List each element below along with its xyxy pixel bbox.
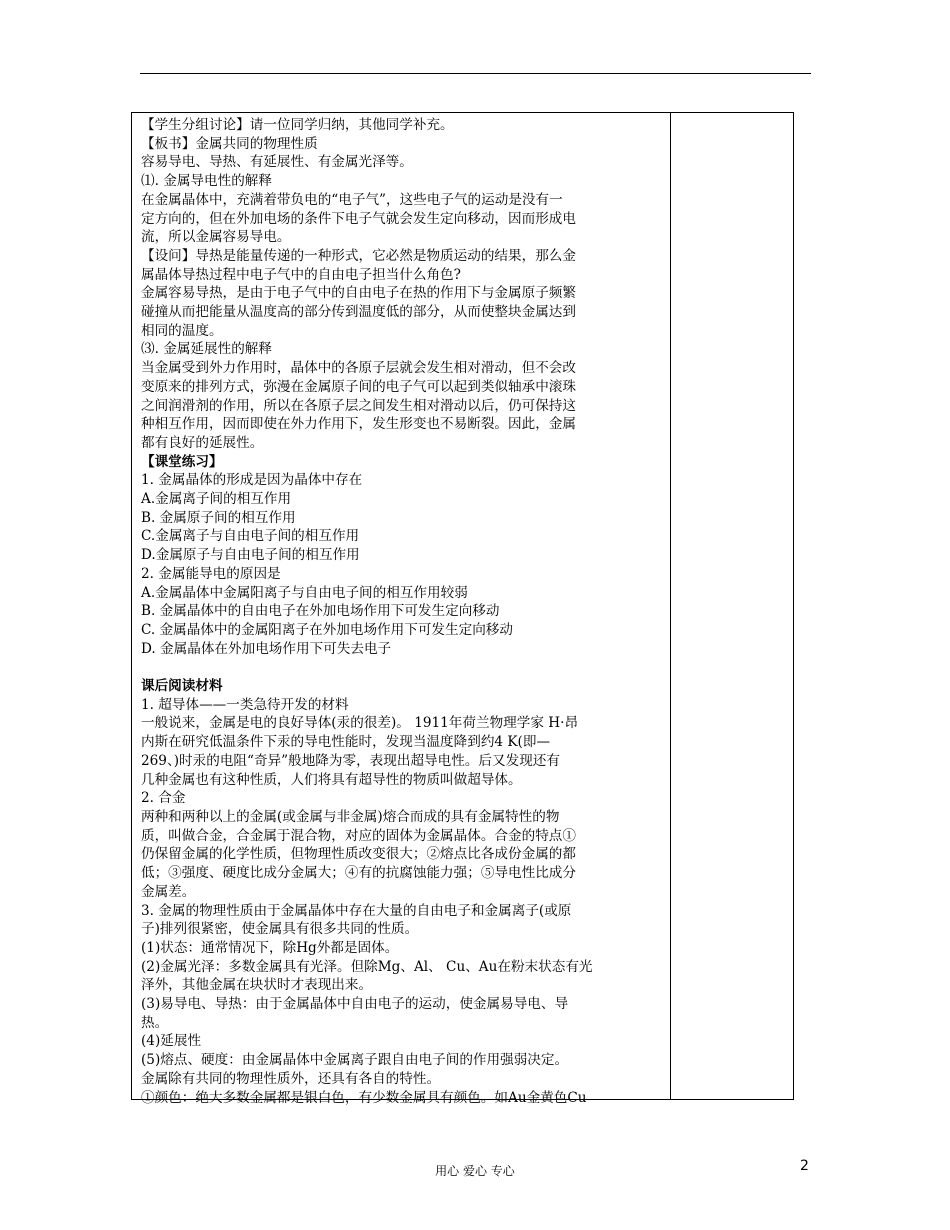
- text-line: 金属除有共同的物理性质外，还具有各自的特性。: [141, 1070, 441, 1087]
- text-line: 流，所以金属容易导电。: [141, 229, 291, 246]
- text-line: 【设问】导热是能量传递的一种形式，它必然是物质运动的结果，那么金: [141, 247, 576, 264]
- text-line: 269、)时汞的电阻“奇异”般地降为零，表现出超导电性。后又发现还有: [141, 752, 560, 769]
- text-line: (4)延展性: [141, 1033, 202, 1050]
- text-line: (3)易导电、导热：由于金属晶体中自由电子的运动，使金属易导电、导: [141, 996, 569, 1013]
- text-line: 当金属受到外力作用时，晶体中的各原子层就会发生相对滑动，但不会改: [141, 360, 576, 377]
- text-line: 【学生分组讨论】请一位同学归纳，其他同学补充。: [141, 117, 454, 133]
- text-line: D. 金属晶体在外加电场作用下可失去电子: [141, 640, 392, 657]
- text-line: 两种和两种以上的金属(或金属与非金属)熔合而成的具有金属特性的物: [141, 809, 560, 825]
- text-line: C. 金属晶体中的金属阳离子在外加电场作用下可发生定向移动: [141, 621, 513, 638]
- text-line: 质，叫做合金，合金属于混合物，对应的固体为金属晶体。合金的特点①: [141, 827, 576, 844]
- text-line: D.金属原子与自由电子间的相互作用: [141, 547, 360, 564]
- text-line: ①颜色：绝大多数金属都是银白色，有少数金属具有颜色。如Au金黄色Cu: [141, 1089, 587, 1106]
- text-line: 相同的温度。: [141, 322, 223, 339]
- text-line: 1. 超导体——一类急待开发的材料: [141, 696, 349, 713]
- text-line: 容易导电、导热、有延展性、有金属光泽等。: [141, 154, 413, 171]
- text-line: 热。: [141, 1014, 169, 1031]
- text-line: 种相互作用，因而即使在外力作用下，发生形变也不易断裂。因此，金属: [141, 416, 576, 433]
- text-line: 在金属晶体中，充满着带负电的“电子气”，这些电子气的运动是没有一: [141, 191, 563, 208]
- text-line: C.金属离子与自由电子间的相互作用: [141, 528, 360, 545]
- text-line: 都有良好的延展性。: [141, 434, 264, 451]
- text-line: 碰撞从而把能量从温度高的部分传到温度低的部分，从而使整块金属达到: [141, 304, 576, 321]
- text-line: 仍保留金属的化学性质，但物理性质改变很大；②熔点比各成份金属的都: [141, 846, 576, 863]
- text-line: A.金属晶体中金属阳离子与自由电子间的相互作用较弱: [141, 584, 468, 601]
- lesson-content: [141, 116, 667, 1107]
- text-line: 2. 合金: [141, 790, 186, 807]
- text-line: 金属容易导热，是由于电子气中的自由电子在热的作用下与金属原子频繁: [141, 285, 576, 302]
- text-line: 3. 金属的物理性质由于金属晶体中存在大量的自由电子和金属离子(或原: [141, 902, 572, 919]
- text-line: 属晶体导热过程中电子气中的自由电子担当什么角色?: [141, 266, 461, 283]
- page-number: 2: [800, 1158, 809, 1174]
- text-line: B. 金属晶体中的自由电子在外加电场作用下可发生定向移动: [141, 603, 500, 620]
- text-line: B. 金属原子间的相互作用: [141, 509, 296, 526]
- lesson-table: [131, 112, 794, 1106]
- text-line: 金属差。: [141, 883, 196, 900]
- blank-line: [141, 658, 667, 677]
- text-line: 2. 金属能导电的原因是: [141, 565, 281, 582]
- text-line: A.金属离子间的相互作用: [141, 491, 292, 508]
- text-line: 变原来的排列方式，弥漫在金属原子间的电子气可以起到类似轴承中滚珠: [141, 378, 576, 395]
- text-line: 【课堂练习】: [141, 453, 223, 470]
- text-line: (1)状态：通常情况下，除Hg外都是固体。: [141, 939, 399, 956]
- text-line: 泽外，其他金属在块状时才表现出来。: [141, 977, 373, 994]
- text-line: 几种金属也有这种性质，人们将具有超导性的物质叫做超导体。: [141, 771, 522, 788]
- text-line: 内斯在研究低温条件下汞的导电性能时，发现当温度降到约4 K(即—: [141, 734, 551, 751]
- text-line: (5)熔点、硬度：由金属晶体中金属离子跟自由电子间的作用强弱决定。: [141, 1052, 569, 1069]
- text-line: ⑴. 金属导电性的解释: [141, 173, 272, 190]
- text-line: 1. 金属晶体的形成是因为晶体中存在: [141, 472, 363, 489]
- text-line: 定方向的，但在外加电场的条件下电子气就会发生定向移动，因而形成电: [141, 210, 576, 227]
- text-line: (2)金属光泽：多数金属具有光泽。但除Mg、Al、 Cu、Au在粉末状态有光: [141, 958, 593, 975]
- text-line: ⑶. 金属延展性的解释: [141, 341, 272, 358]
- page-footer: 用心 爱心 专心: [435, 1164, 515, 1178]
- text-line: 低；③强度、硬度比成分金属大；④有的抗腐蚀能力强；⑤导电性比成分: [141, 865, 576, 882]
- text-line: 【板书】金属共同的物理性质: [141, 135, 318, 152]
- section-heading: 课后阅读材料: [141, 678, 223, 695]
- text-line: 子)排列很紧密，使金属具有很多共同的性质。: [141, 921, 419, 938]
- text-line: 一般说来，金属是电的良好导体(汞的很差)。 1911年荷兰物理学家 H·昂: [141, 715, 579, 732]
- column-divider: [670, 113, 671, 1099]
- header-rule: [140, 73, 811, 74]
- text-line: 之间润滑剂的作用，所以在各原子层之间发生相对滑动以后，仍可保持这: [141, 397, 576, 414]
